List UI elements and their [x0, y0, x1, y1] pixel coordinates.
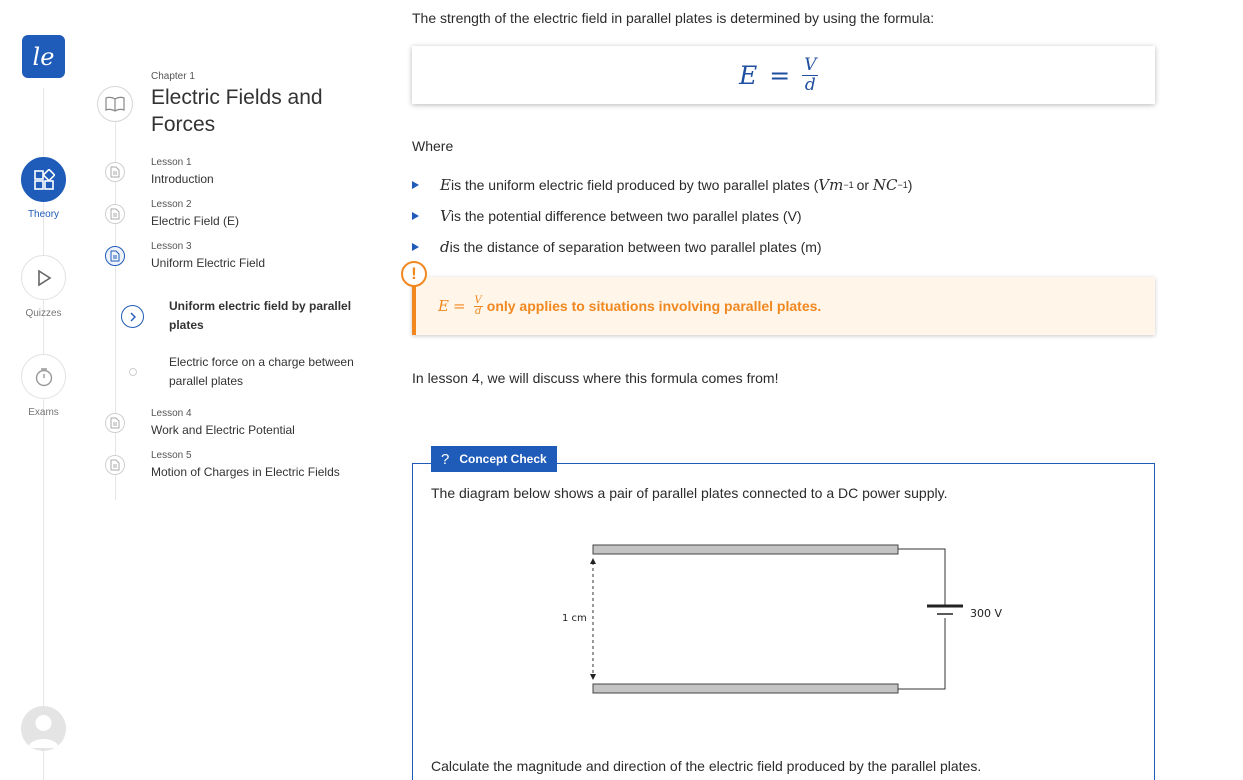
- exams-button[interactable]: [21, 354, 66, 399]
- unit-nc: NC: [872, 176, 898, 194]
- question-icon: ?: [441, 450, 450, 468]
- user-avatar-icon[interactable]: [21, 706, 66, 751]
- bullet-arrow-icon: [412, 181, 419, 189]
- timer-icon: [33, 366, 55, 388]
- formula: [739, 56, 818, 95]
- subtopic-electric-force[interactable]: Electric force on a charge between parallel plates: [169, 355, 354, 388]
- formula-fraction: [802, 56, 818, 95]
- lesson-5-title[interactable]: Motion of Charges in Electric Fields: [151, 465, 340, 479]
- lesson-2-label[interactable]: Lesson 2: [151, 199, 192, 210]
- bullet-arrow-icon: [412, 212, 419, 220]
- exams-label[interactable]: Exams: [28, 407, 59, 418]
- lesson-5-label[interactable]: Lesson 5: [151, 450, 192, 461]
- bullet-e-or: or: [856, 177, 873, 193]
- lesson-1-icon: [105, 162, 125, 182]
- unit-nc-exp: −1: [897, 180, 908, 190]
- formula-denominator: d: [804, 75, 816, 95]
- subtopic-dot: [129, 368, 137, 376]
- lesson-1-title[interactable]: Introduction: [151, 172, 214, 186]
- callout-numerator: V: [474, 294, 482, 306]
- warning-icon: !: [401, 261, 427, 287]
- voltage-label: 300 V: [970, 607, 1003, 620]
- lesson-4-icon: [105, 413, 125, 433]
- play-icon: [34, 268, 54, 288]
- nav-timeline: [115, 100, 116, 500]
- quizzes-label[interactable]: Quizzes: [25, 308, 62, 319]
- book-icon: [97, 86, 133, 122]
- bullet-e: [412, 176, 912, 194]
- bullet-e-text: is the uniform electric field produced by two parallel plates (: [450, 177, 819, 193]
- bullet-v: [412, 207, 802, 225]
- callout-fraction: [474, 296, 483, 317]
- formula-numerator: V: [804, 55, 817, 75]
- bullet-arrow-icon: [412, 243, 419, 251]
- lesson-3-icon: [105, 246, 125, 266]
- warning-callout: [412, 277, 1155, 335]
- var-v: V: [440, 207, 451, 225]
- dashboard-icon: [33, 169, 55, 191]
- formula-equals: =: [769, 61, 791, 90]
- lesson-5-icon: [105, 455, 125, 475]
- bullet-d: [412, 238, 822, 256]
- quizzes-button[interactable]: [21, 255, 66, 300]
- where-label: Where: [412, 138, 454, 154]
- distance-label: 1 cm: [562, 613, 587, 624]
- unit-vm-exp: −1: [843, 180, 854, 190]
- theory-label[interactable]: Theory: [27, 209, 60, 220]
- bullet-e-close: ): [907, 177, 913, 193]
- var-d: d: [440, 238, 450, 256]
- lesson-2-title[interactable]: Electric Field (E): [151, 214, 240, 228]
- app-logo[interactable]: [22, 35, 65, 78]
- parallel-plates-diagram: [560, 540, 1010, 700]
- chevron-right-icon: [121, 305, 144, 328]
- bottom-plate: [593, 684, 898, 693]
- concept-check-label: Concept Check: [459, 452, 547, 466]
- formula-intro: The strength of the electric field in parallel plates is determined by using the formula:: [412, 10, 935, 26]
- callout-text: only applies to situations involving parallel plates.: [486, 298, 822, 314]
- formula-lhs: E: [739, 61, 758, 90]
- circuit-wire: [898, 549, 945, 689]
- callout-denominator: d: [474, 305, 482, 317]
- concept-check-question: Calculate the magnitude and direction of the electric field produced by the parallel plates.: [431, 758, 982, 774]
- lesson-3-label[interactable]: Lesson 3: [151, 241, 192, 252]
- bullet-d-text: is the distance of separation between two parallel plates (m): [449, 239, 822, 255]
- callout-lhs: E: [438, 297, 449, 315]
- concept-check-tag: [431, 446, 557, 472]
- bullet-v-text: is the potential difference between two parallel plates (V): [450, 208, 802, 224]
- chapter-title: Electric Fields and Forces: [151, 86, 323, 136]
- logo-text: le: [32, 42, 55, 71]
- lesson-3-title[interactable]: Uniform Electric Field: [151, 256, 266, 270]
- lesson-1-label[interactable]: Lesson 1: [151, 157, 192, 168]
- top-plate: [593, 545, 898, 554]
- lesson-4-title[interactable]: Work and Electric Potential: [151, 423, 295, 437]
- callout-equals: =: [452, 297, 466, 315]
- chapter-label: Chapter 1: [151, 71, 195, 82]
- left-rail: [0, 0, 87, 780]
- lesson-2-icon: [105, 204, 125, 224]
- subtopic-parallel-plates[interactable]: Uniform electric field by parallel plates: [169, 299, 352, 332]
- var-e: E: [440, 176, 451, 194]
- lesson-4-label[interactable]: Lesson 4: [151, 408, 192, 419]
- concept-check-prompt: The diagram below shows a pair of parallel plates connected to a DC power supply.: [431, 485, 948, 501]
- unit-vm: Vm: [818, 176, 844, 194]
- lesson-4-note: In lesson 4, we will discuss where this formula comes from!: [412, 370, 779, 386]
- theory-button[interactable]: [21, 157, 66, 202]
